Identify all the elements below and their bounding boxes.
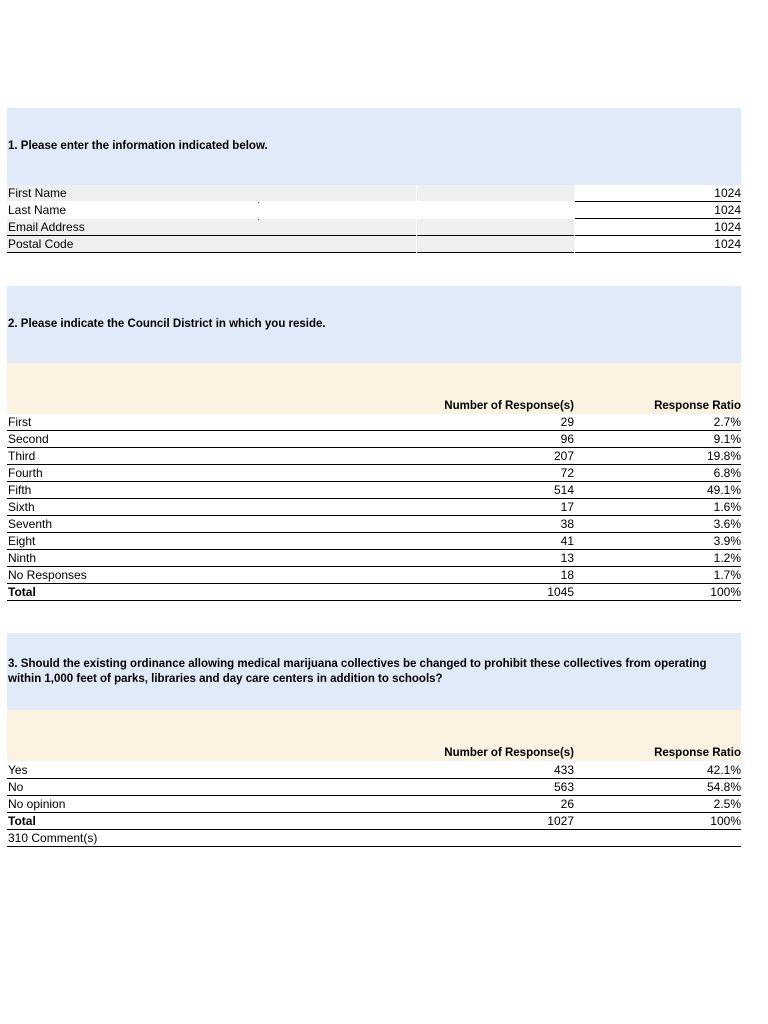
row-ratio: 19.8% — [706, 449, 741, 463]
q2-col-responses: Number of Response(s) — [444, 400, 574, 412]
row-label: Yes — [8, 763, 28, 777]
row-count: 72 — [560, 466, 574, 480]
q1-value: 1024 — [575, 219, 741, 236]
row-count: 207 — [553, 449, 574, 463]
q1-row-email — [7, 219, 741, 236]
row-label: No opinion — [8, 797, 66, 811]
row-count: 514 — [553, 483, 574, 497]
q1-value: 1024 — [575, 236, 741, 253]
q1-label: Postal Code — [8, 237, 74, 251]
row-count: 17 — [560, 500, 574, 514]
q3-col-ratio: Response Ratio — [654, 747, 741, 759]
q3-col-responses: Number of Response(s) — [444, 747, 574, 759]
table-row — [7, 465, 741, 482]
comments-row — [7, 830, 741, 847]
q3-header — [7, 633, 741, 710]
q1-label: Email Address — [8, 220, 85, 234]
table-row — [7, 482, 741, 499]
q2-col-ratio: Response Ratio — [654, 400, 741, 412]
q2-title: 2. Please indicate the Council District in which you reside. — [8, 318, 326, 330]
row-label: Eight — [8, 534, 36, 548]
table-row — [7, 762, 741, 779]
table-row — [7, 796, 741, 813]
q2-header — [7, 286, 741, 363]
divider — [258, 202, 259, 203]
q1-label: First Name — [8, 186, 67, 200]
row-label: Second — [8, 432, 49, 446]
row-label: First — [8, 415, 32, 429]
table-row — [7, 448, 741, 465]
divider — [258, 219, 259, 220]
q1-row-last-name — [7, 202, 741, 219]
total-count: 1027 — [547, 814, 574, 828]
row-ratio: 2.5% — [713, 797, 741, 811]
table-row — [7, 414, 741, 431]
row-label: Ninth — [8, 551, 37, 565]
row-count: 433 — [553, 763, 574, 777]
table-row — [7, 431, 741, 448]
row-label: No — [8, 780, 24, 794]
q1-value: 1024 — [575, 202, 741, 219]
table-row — [7, 499, 741, 516]
q1-value: 1024 — [575, 185, 741, 202]
row-count: 13 — [560, 551, 574, 565]
q1-header — [7, 108, 741, 185]
row-label: No Responses — [8, 568, 87, 582]
comments-count: 310 Comment(s) — [8, 831, 98, 845]
row-label: Seventh — [8, 517, 53, 531]
row-label: Third — [8, 449, 36, 463]
row-count: 38 — [560, 517, 574, 531]
row-ratio: 54.8% — [706, 780, 741, 794]
row-ratio: 1.6% — [713, 500, 741, 514]
row-ratio: 2.7% — [713, 415, 741, 429]
row-ratio: 1.2% — [713, 551, 741, 565]
row-ratio: 49.1% — [706, 483, 741, 497]
total-row — [7, 813, 741, 830]
row-ratio: 3.6% — [713, 517, 741, 531]
row-ratio: 9.1% — [713, 432, 741, 446]
row-count: 41 — [560, 534, 574, 548]
total-count: 1045 — [547, 585, 574, 599]
row-ratio: 3.9% — [713, 534, 741, 548]
table-row — [7, 533, 741, 550]
q1-row-postal-code — [7, 236, 741, 253]
row-label: Fifth — [8, 483, 32, 497]
row-label: Fourth — [8, 466, 43, 480]
row-count: 26 — [560, 797, 574, 811]
table-row — [7, 550, 741, 567]
row-count: 96 — [560, 432, 574, 446]
total-row — [7, 584, 741, 601]
table-row — [7, 779, 741, 796]
row-ratio: 6.8% — [713, 466, 741, 480]
row-count: 563 — [553, 780, 574, 794]
total-label: Total — [8, 585, 36, 599]
q3-title: 3. Should the existing ordinance allowing medical marijuana collectives be changed to prohibit these collectives from operating within 1,000 feet of parks, libraries and day care centers in addition to schools? — [8, 658, 707, 685]
table-row — [7, 567, 741, 584]
divider — [416, 185, 417, 253]
row-ratio: 1.7% — [713, 568, 741, 582]
total-ratio: 100% — [710, 814, 741, 828]
row-count: 29 — [560, 415, 574, 429]
row-count: 18 — [560, 568, 574, 582]
q1-label: Last Name — [8, 203, 67, 217]
q1-title: 1. Please enter the information indicated below. — [8, 140, 268, 152]
row-label: Sixth — [8, 500, 35, 514]
table-row — [7, 516, 741, 533]
total-ratio: 100% — [710, 585, 741, 599]
total-label: Total — [8, 814, 36, 828]
q1-row-first-name — [7, 185, 741, 202]
row-ratio: 42.1% — [706, 763, 741, 777]
